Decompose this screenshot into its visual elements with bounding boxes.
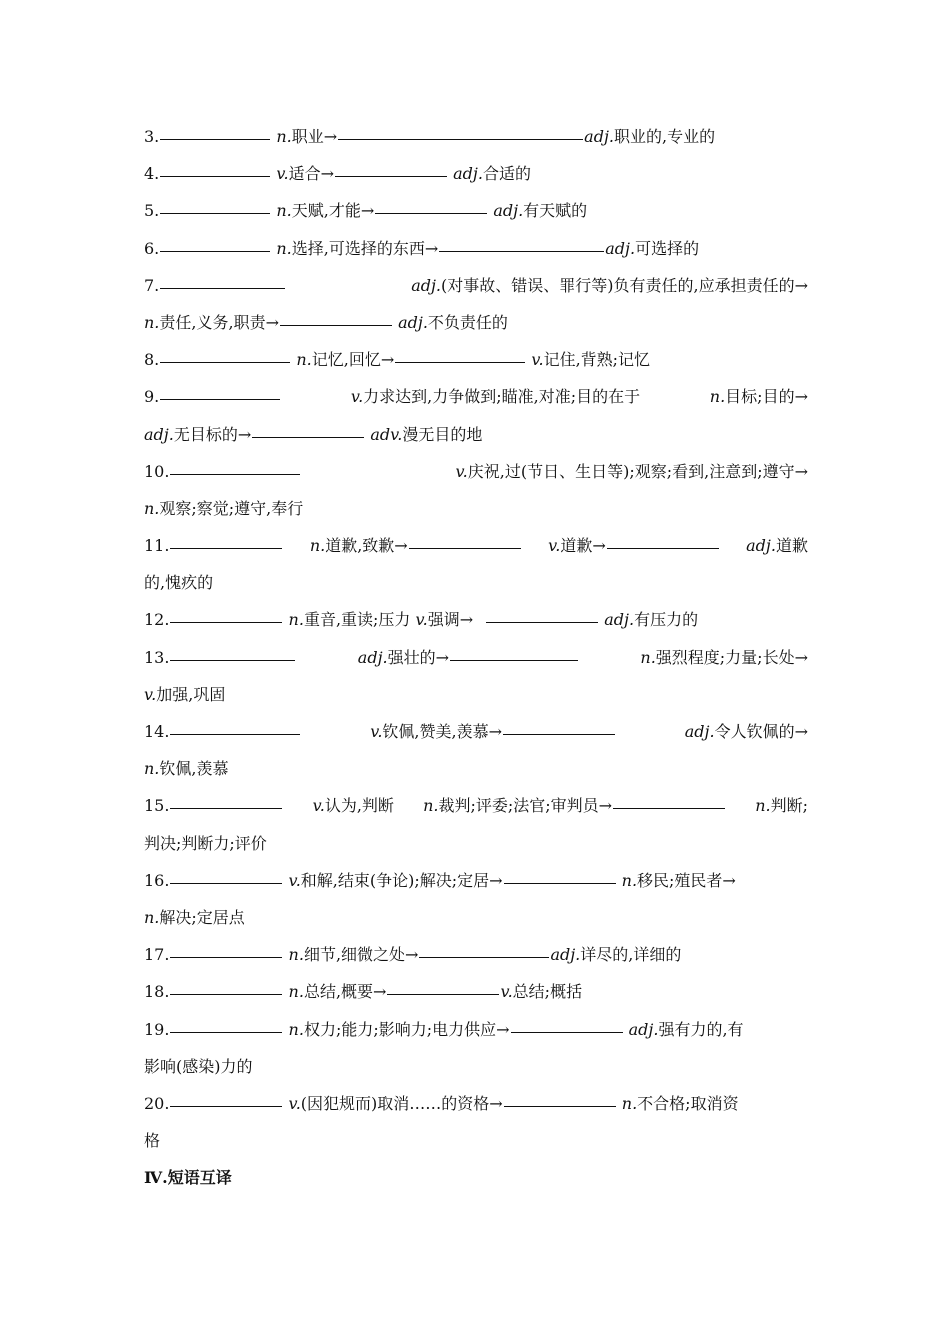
definition: 职业的,专业的 [614, 127, 716, 146]
answer-blank[interactable] [170, 1031, 282, 1033]
list-item-continued [144, 750, 808, 787]
pos-label: adj. [604, 610, 635, 630]
answer-blank[interactable] [160, 250, 270, 252]
list-item [144, 378, 808, 415]
pos-label: n. [276, 201, 292, 221]
item-number: 14. [144, 722, 170, 741]
definition: 不合格;取消资 [637, 1093, 739, 1113]
answer-blank[interactable] [160, 212, 270, 214]
definition: 无目标的→ [173, 424, 252, 444]
list-item [144, 155, 808, 192]
item-number: 6. [144, 238, 160, 258]
answer-blank[interactable] [439, 250, 604, 252]
pos-label: n. [621, 870, 638, 890]
pos-label: v. [350, 387, 364, 407]
list-item [144, 601, 808, 638]
list-item-continued [144, 899, 808, 936]
definition: 有压力的 [634, 610, 699, 630]
item-number: 3. [144, 127, 160, 146]
definition: 的,愧疚的 [144, 573, 214, 593]
pos-label: n. [144, 312, 160, 332]
definition: 不负责任的 [427, 312, 508, 332]
item-number: 20. [144, 1093, 170, 1113]
definition: 判断; [770, 796, 808, 816]
definition: 记忆,回忆→ [311, 350, 395, 370]
pos-label: adj. [357, 647, 388, 667]
pos-label: n. [144, 907, 160, 927]
definition: 漫无目的地 [402, 424, 483, 444]
answer-blank[interactable] [280, 324, 392, 326]
answer-blank[interactable] [409, 547, 521, 549]
definition: 格 [144, 1131, 161, 1151]
definition: 强壮的→ [387, 647, 450, 667]
list-item [144, 973, 808, 1010]
pos-label: v. [144, 684, 157, 704]
exercise-content [144, 118, 808, 1196]
item-number: 12. [144, 610, 170, 630]
pos-label: n. [288, 945, 304, 965]
definition: 有天赋的 [523, 201, 588, 221]
pos-label: v. [312, 796, 325, 816]
pos-label: n. [288, 610, 304, 630]
answer-blank[interactable] [160, 361, 290, 363]
definition: 选择,可选择的东西→ [291, 238, 439, 258]
definition: 强调→ [427, 610, 474, 630]
answer-blank[interactable] [170, 621, 282, 623]
pos-label: adj. [684, 722, 715, 741]
pos-label: n. [423, 796, 439, 816]
definition: 记住,背熟;记忆 [543, 350, 651, 370]
item-number: 7. [144, 275, 160, 295]
item-number: 16. [144, 870, 170, 890]
answer-blank[interactable] [160, 175, 270, 177]
pos-label: v. [500, 982, 513, 1002]
list-item-continued [144, 676, 808, 713]
list-item-continued [144, 1122, 808, 1159]
list-item-continued [144, 304, 808, 341]
pos-label: adj. [411, 275, 442, 295]
list-item-continued [144, 490, 808, 527]
list-item [144, 936, 808, 973]
pos-label: n. [296, 350, 312, 370]
pos-label: adj. [746, 536, 776, 556]
list-item [144, 267, 808, 304]
pos-label: v. [288, 870, 301, 890]
definition: 判决;判断力;评价 [144, 833, 267, 853]
answer-blank[interactable] [170, 807, 282, 809]
definition: 认为,判断 [324, 796, 394, 816]
list-item-continued [144, 564, 808, 601]
item-number: 8. [144, 350, 160, 370]
list-item-continued [144, 825, 808, 862]
answer-blank[interactable] [503, 733, 615, 735]
definition: 强有力的,有 [658, 1019, 744, 1039]
list-item [144, 713, 808, 750]
definition: 和解,结束(争论);解决;定居→ [300, 870, 503, 890]
definition: 力求达到,力争做到;瞄准,对准;目的在于 [363, 387, 641, 407]
pos-label: v. [415, 610, 428, 630]
definition: 钦佩,羡慕 [159, 759, 229, 779]
list-item [144, 453, 808, 490]
definition: 合适的 [482, 164, 531, 184]
list-item [144, 118, 808, 155]
answer-blank[interactable] [338, 138, 583, 140]
definition: 道歉 [775, 536, 808, 556]
pos-label: n. [288, 982, 304, 1002]
list-item [144, 230, 808, 267]
list-item [144, 787, 808, 824]
answer-blank[interactable] [170, 547, 282, 549]
definition: 移民;殖民者→ [637, 870, 736, 890]
pos-label: n. [144, 498, 160, 518]
definition: 庆祝,过(节日、生日等);观察;看到,注意到;遵守→ [467, 461, 808, 481]
answer-blank[interactable] [450, 659, 578, 661]
pos-label: adj. [605, 238, 636, 258]
answer-blank[interactable] [387, 993, 499, 995]
pos-label: v. [276, 164, 289, 184]
definition: 强烈程度;力量;长处→ [655, 647, 808, 667]
pos-label: n. [144, 759, 160, 779]
list-item [144, 192, 808, 229]
pos-label: v. [370, 722, 383, 741]
answer-blank[interactable] [504, 1105, 616, 1107]
definition: 责任,义务,职责→ [159, 312, 279, 332]
answer-blank[interactable] [419, 956, 549, 958]
definition: 权力;能力;影响力;电力供应→ [303, 1019, 510, 1039]
pos-label: n. [309, 536, 326, 556]
answer-blank[interactable] [375, 212, 487, 214]
definition: 钦佩,赞美,羡慕→ [382, 722, 503, 741]
answer-blank[interactable] [335, 175, 447, 177]
definition: 解决;定居点 [159, 907, 245, 927]
answer-blank[interactable] [395, 361, 525, 363]
definition: 总结,概要→ [303, 982, 387, 1002]
definition: 道歉,致歉→ [325, 536, 408, 556]
item-number: 9. [144, 387, 160, 407]
definition: (对事故、错误、罪行等)负有责任的,应承担责任的→ [441, 275, 808, 295]
definition: 天赋,才能→ [291, 201, 375, 221]
pos-label: n. [755, 796, 771, 816]
item-number: 5. [144, 201, 160, 221]
list-item-continued [144, 1048, 808, 1085]
pos-label: v. [531, 350, 544, 370]
definition: 加强,巩固 [156, 684, 226, 704]
item-number: 11. [144, 536, 170, 556]
item-number: 17. [144, 945, 170, 965]
definition: 总结;概括 [512, 982, 583, 1002]
pos-label: adj. [550, 945, 581, 965]
item-number: 13. [144, 647, 170, 667]
answer-blank[interactable] [170, 882, 282, 884]
definition: 影响(感染)力的 [144, 1056, 253, 1076]
pos-label: n. [709, 387, 726, 407]
list-item [144, 862, 808, 899]
pos-label: n. [276, 238, 292, 258]
pos-label: v. [455, 461, 468, 481]
item-number: 19. [144, 1019, 170, 1039]
definition: 职业→ [291, 127, 338, 146]
answer-blank[interactable] [160, 287, 285, 289]
pos-label: adv. [370, 424, 403, 444]
item-number: 18. [144, 982, 170, 1002]
answer-blank[interactable] [170, 993, 282, 995]
list-item [144, 341, 808, 378]
definition: 令人钦佩的→ [714, 722, 808, 741]
answer-blank[interactable] [170, 473, 300, 475]
pos-label: adj. [493, 201, 524, 221]
pos-label: adj. [584, 127, 614, 146]
definition: 道歉→ [560, 536, 606, 556]
definition: 可选择的 [635, 238, 700, 258]
answer-blank[interactable] [170, 659, 295, 661]
list-item [144, 527, 808, 564]
pos-label: adj. [144, 424, 174, 444]
answer-blank[interactable] [160, 398, 280, 400]
pos-label: adj. [398, 312, 428, 332]
definition: 详尽的,详细的 [580, 945, 682, 965]
pos-label: n. [288, 1019, 304, 1039]
answer-blank[interactable] [607, 547, 719, 549]
answer-blank[interactable] [170, 956, 282, 958]
definition: 裁判;评委;法官;审判员→ [438, 796, 613, 816]
answer-blank[interactable] [170, 1105, 282, 1107]
pos-label: adj. [453, 164, 483, 184]
definition: 目标;目的→ [725, 387, 808, 407]
answer-blank[interactable] [504, 882, 616, 884]
pos-label: adj. [628, 1019, 659, 1039]
list-item [144, 1011, 808, 1048]
answer-blank[interactable] [613, 807, 725, 809]
pos-label: v. [288, 1093, 301, 1113]
pos-label: n. [621, 1093, 638, 1113]
answer-blank[interactable] [252, 436, 364, 438]
answer-blank[interactable] [511, 1031, 623, 1033]
item-number: 10. [144, 461, 170, 481]
list-item [144, 639, 808, 676]
pos-label: n. [640, 647, 656, 667]
definition: 观察;察觉;遵守,奉行 [159, 498, 304, 518]
list-item-continued [144, 416, 808, 453]
section-heading: Ⅳ.短语互译 [144, 1168, 232, 1188]
pos-label: v. [548, 536, 561, 556]
definition: 适合→ [288, 164, 335, 184]
answer-blank[interactable] [160, 138, 270, 140]
item-number: 15. [144, 796, 170, 816]
definition: (因犯规而)取消……的资格→ [300, 1093, 503, 1113]
list-item [144, 1085, 808, 1122]
answer-blank[interactable] [170, 733, 300, 735]
answer-blank[interactable] [486, 621, 598, 623]
definition: 细节,细微之处→ [303, 945, 419, 965]
pos-label: n. [276, 127, 292, 146]
item-number: 4. [144, 164, 160, 184]
definition: 重音,重读;压力 [303, 610, 411, 630]
